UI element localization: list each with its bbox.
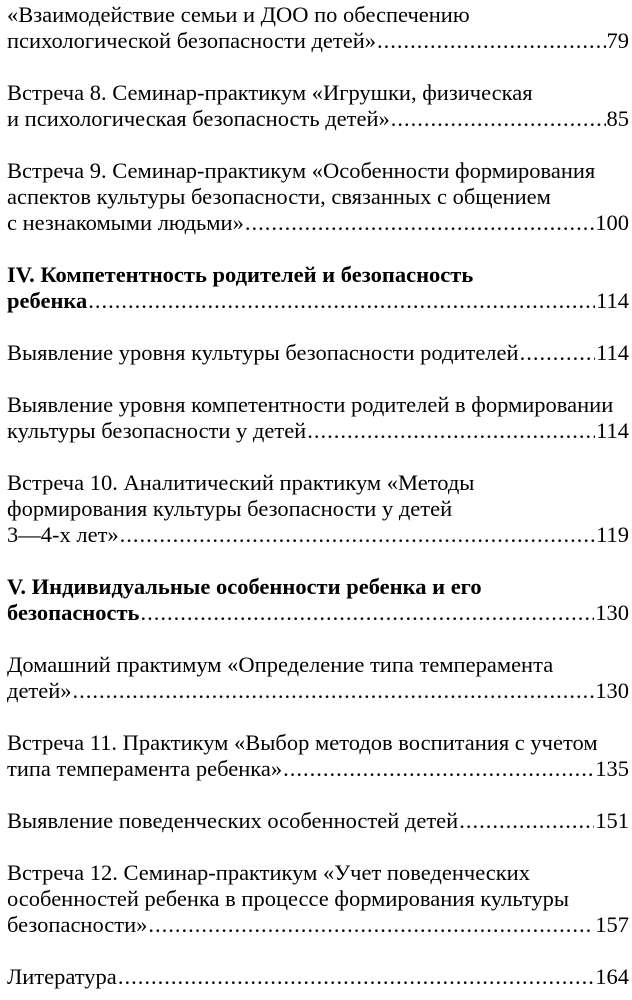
toc-entry (7, 808, 629, 834)
dot-leader (118, 964, 594, 990)
toc-section-heading (7, 574, 629, 626)
toc-entry-title-end: психологической безопасности детей» (7, 28, 377, 53)
toc-entry-title-end: Выявление поведенческих особенностей детей (7, 808, 459, 833)
toc-entry-title-end: безопасности» (7, 912, 148, 937)
dot-leader (245, 210, 594, 236)
toc-page-number: 135 (595, 756, 629, 781)
toc-entry-last-line (7, 678, 629, 704)
toc-page-number: 100 (595, 210, 629, 235)
toc-page-number: 114 (596, 288, 629, 313)
dot-leader (307, 418, 595, 444)
toc-entry (7, 860, 629, 938)
toc-entry-title-line: Домашний практимум «Определение типа темперамента (7, 652, 554, 677)
toc-entry-title-line: IV. Компетентность родителей и безопасность (7, 262, 474, 287)
toc-entry-title-line: Встреча 11. Практикум «Выбор методов воспитания с учетом (7, 730, 598, 755)
toc-entry-last-line (7, 912, 629, 938)
dot-leader (391, 106, 606, 132)
toc-entry-title-end: детей» (7, 678, 72, 703)
toc-entry-last-line (7, 964, 629, 990)
toc-entry-last-line (7, 600, 629, 626)
dot-leader (377, 28, 605, 54)
toc-entry-title-end: Выявление уровня культуры безопасности родителей (7, 340, 519, 365)
toc-entry-title-end: культуры безопасности у детей (7, 418, 307, 443)
dot-leader (459, 808, 594, 834)
toc-entry (7, 392, 629, 444)
toc-entry-title-end: Литература (7, 964, 117, 989)
toc-page-number: 157 (595, 912, 629, 937)
toc-entry-title-line: V. Индивидуальные особенности ребенка и его (7, 574, 482, 599)
toc-section-heading (7, 262, 629, 314)
toc-entry-title-line: Выявление уровня компетентности родителей в формировании (7, 392, 614, 417)
toc-page-number: 164 (595, 964, 629, 989)
dot-leader (520, 340, 596, 366)
toc-page-number: 151 (595, 808, 629, 833)
toc-entry-last-line (7, 418, 629, 444)
toc-entry-title-end: ребенка (7, 288, 88, 313)
toc-entry-title-line: особенностей ребенка в процессе формирования культуры (7, 886, 569, 911)
toc-entry-title-end: типа темперамента ребенка» (7, 756, 283, 781)
toc-entry-title-end: и психологическая безопасность детей» (7, 106, 390, 131)
toc-entry (7, 158, 629, 236)
toc-entry-title-line: «Взаимодействие семьи и ДОО по обеспечению (7, 2, 470, 27)
dot-leader (120, 522, 595, 548)
toc-entry-last-line (7, 288, 629, 314)
toc-entry-title-line: Встреча 12. Семинар-практикум «Учет поведенческих (7, 860, 530, 885)
toc-entry (7, 730, 629, 782)
toc-entry-last-line (7, 106, 629, 132)
toc-entry-last-line (7, 522, 629, 548)
toc-entry-last-line (7, 756, 629, 782)
dot-leader (88, 288, 595, 314)
toc-entry-last-line (7, 340, 629, 366)
toc-page-number: 114 (596, 340, 629, 365)
toc-entry-title-line: Встреча 10. Аналитический практикум «Методы (7, 470, 475, 495)
toc-entry-title-line: формирования культуры безопасности у детей (7, 496, 453, 521)
toc-entry (7, 964, 629, 990)
toc-entry-last-line (7, 28, 629, 54)
toc-page-number: 85 (606, 106, 629, 131)
toc-page-number: 130 (595, 600, 629, 625)
dot-leader (140, 600, 594, 626)
toc-page-number: 114 (596, 418, 629, 443)
toc-entry (7, 470, 629, 548)
toc-page-number: 119 (596, 522, 629, 547)
toc-entry (7, 2, 629, 54)
dot-leader (148, 912, 594, 938)
toc-entry-title-line: Встреча 8. Семинар-практикум «Игрушки, физическая (7, 80, 533, 105)
toc-entry (7, 80, 629, 132)
toc-entry-last-line (7, 808, 629, 834)
toc-entry-title-end: 3—4-х лет» (7, 522, 119, 547)
dot-leader (73, 678, 595, 704)
dot-leader (283, 756, 594, 782)
toc-entry-last-line (7, 210, 629, 236)
toc-entry-title-line: аспектов культуры безопасности, связанных с общением (7, 184, 551, 209)
toc-entry (7, 652, 629, 704)
toc-entry-title-line: Встреча 9. Семинар-практикум «Особенности формирования (7, 158, 596, 183)
toc-page-number: 130 (595, 678, 629, 703)
toc-entry (7, 340, 629, 366)
toc-entry-title-end: с незнакомыми людьми» (7, 210, 244, 235)
toc-entry-title-end: безопасность (7, 600, 140, 625)
toc-page-number: 79 (606, 28, 629, 53)
